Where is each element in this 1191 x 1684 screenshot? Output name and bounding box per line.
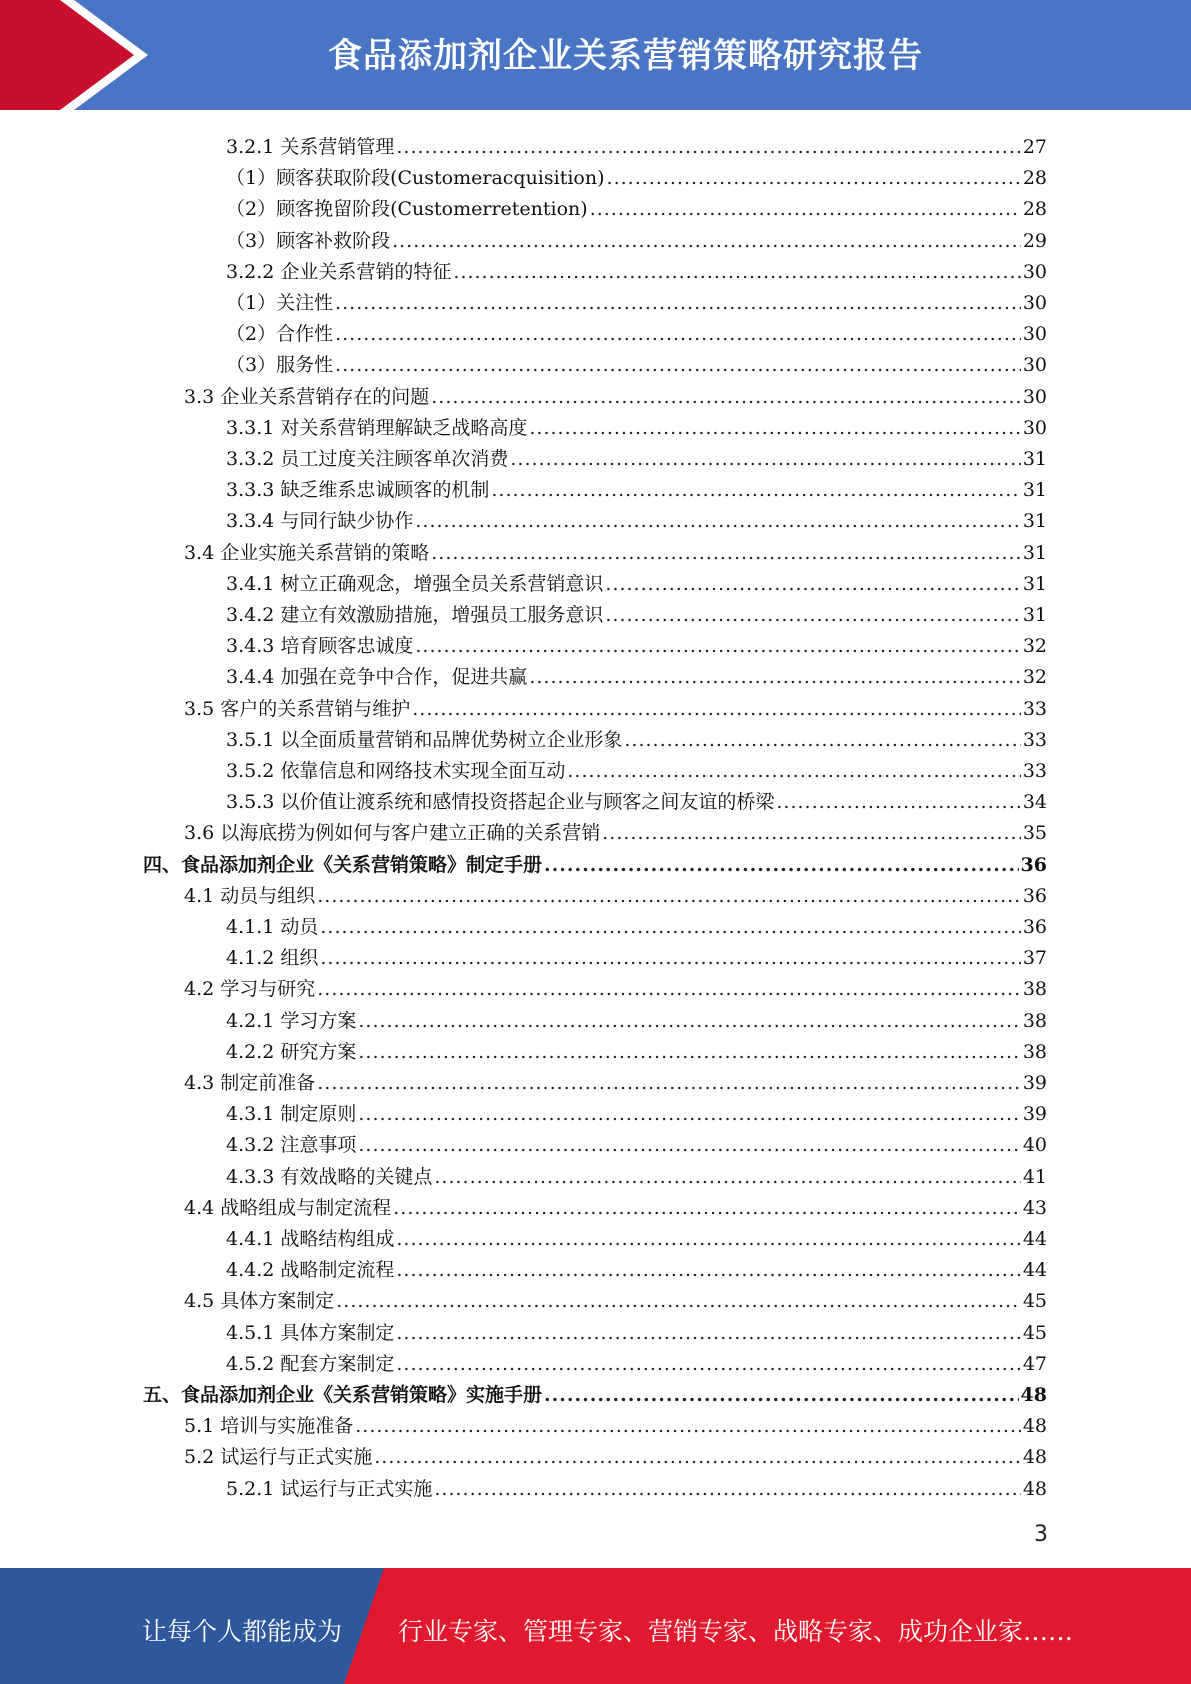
toc-entry[interactable] [226, 128, 1047, 159]
toc-entry-title: （3）服务性 [226, 354, 334, 377]
toc-entry-title: 3.6 以海底捞为例如何与客户建立正确的关系营销 [184, 822, 601, 845]
toc-entry[interactable] [184, 970, 1047, 1001]
toc-entry-title: 3.2.1 关系营销管理 [226, 136, 395, 158]
toc-entry[interactable] [226, 1470, 1047, 1501]
toc-entry-page: 38 [1022, 978, 1047, 1001]
toc-entry[interactable] [184, 1189, 1047, 1220]
toc-entry-title: 3.4 企业实施关系营销的策略 [184, 541, 430, 564]
toc-dot-leader [776, 790, 1020, 814]
toc-entry[interactable] [184, 1282, 1047, 1313]
toc-dot-leader [374, 1445, 1021, 1469]
toc-entry[interactable] [226, 409, 1047, 440]
toc-dot-leader [396, 1352, 1020, 1376]
toc-entry[interactable] [226, 1002, 1047, 1033]
toc-entry-page: 31 [1022, 604, 1047, 626]
toc-dot-leader [510, 447, 1020, 471]
toc-entry-page: 48 [1020, 1384, 1047, 1406]
toc-entry-page: 36 [1022, 884, 1047, 907]
toc-entry-title: 3.4.1 树立正确观念，增强全员关系营销意识 [226, 572, 604, 595]
page-header [0, 0, 1191, 110]
toc-entry[interactable] [226, 284, 1047, 315]
toc-entry-title: （1）顾客获取阶段(Customeracquisition) [226, 167, 605, 190]
toc-entry[interactable] [226, 1158, 1047, 1189]
toc-entry-page: 31 [1022, 510, 1047, 533]
toc-dot-leader [434, 1477, 1020, 1501]
toc-entry-title: 4.1 动员与组织 [184, 884, 316, 907]
toc-entry-page: 30 [1022, 416, 1047, 439]
toc-entry-page: 48 [1022, 1477, 1047, 1500]
toc-entry[interactable] [226, 502, 1047, 533]
toc-entry-title: 4.1.2 组织 [226, 947, 319, 970]
toc-entry[interactable] [143, 1376, 1047, 1407]
toc-entry[interactable] [226, 222, 1047, 253]
toc-entry-page: 33 [1022, 760, 1047, 782]
toc-entry-title: 3.5.2 依靠信息和网络技术实现全面互动 [226, 760, 566, 782]
toc-entry-page: 32 [1022, 666, 1047, 689]
toc-dot-leader [336, 1289, 1021, 1313]
toc-entry[interactable] [226, 1220, 1047, 1251]
toc-entry-page: 48 [1022, 1446, 1047, 1469]
toc-entry-title: （3）顾客补救阶段 [226, 229, 391, 252]
toc-entry-page: 28 [1022, 167, 1047, 190]
toc-entry-title: （1）关注性 [226, 292, 334, 314]
toc-entry[interactable] [226, 1345, 1047, 1376]
toc-entry-page: 33 [1022, 697, 1047, 720]
toc-dot-leader [396, 135, 1020, 159]
toc-entry-title: 3.5 客户的关系营销与维护 [184, 697, 411, 720]
toc-entry[interactable] [226, 565, 1047, 596]
toc-entry-page: 45 [1022, 1321, 1047, 1344]
toc-entry-page: 27 [1022, 136, 1047, 158]
toc-entry-page: 37 [1022, 947, 1047, 970]
toc-entry-page: 38 [1022, 1009, 1047, 1032]
toc-entry-page: 39 [1022, 1103, 1047, 1126]
toc-entry-title: 3.2.2 企业关系营销的特征 [226, 260, 452, 283]
toc-entry[interactable] [184, 814, 1047, 845]
toc-entry-title: 3.4.2 建立有效激励措施，增强员工服务意识 [226, 604, 604, 626]
toc-entry-page: 31 [1022, 448, 1047, 470]
toc-entry[interactable] [184, 1064, 1047, 1095]
toc-dot-leader [491, 478, 1020, 502]
toc-dot-leader [358, 1040, 1020, 1064]
toc-entry-title: 4.4.1 战略结构组成 [226, 1228, 395, 1250]
toc-entry[interactable] [226, 908, 1047, 939]
toc-entry-title: （2）顾客挽留阶段(Customerretention) [226, 198, 588, 221]
toc-entry-title: 3.4.3 培育顾客忠诚度 [226, 635, 414, 658]
page-number: 3 [1034, 1522, 1048, 1547]
toc-entry[interactable] [184, 1407, 1047, 1438]
toc-dot-leader [624, 728, 1020, 752]
toc-entry[interactable] [184, 690, 1047, 721]
toc-entry-title: 4.2.2 研究方案 [226, 1040, 357, 1063]
toc-entry-page: 48 [1022, 1415, 1047, 1438]
toc-entry-title: 5.2 试运行与正式实施 [184, 1446, 373, 1469]
toc-entry-page: 31 [1022, 479, 1047, 502]
toc-entry-title: 3.5.1 以全面质量营销和品牌优势树立企业形象 [226, 728, 623, 751]
toc-dot-leader [358, 1133, 1020, 1157]
toc-entry-title: 四、食品添加剂企业《关系营销策略》制定手册 [143, 853, 543, 876]
toc-dot-leader [544, 1383, 1019, 1407]
toc-entry-title: 4.5.1 具体方案制定 [226, 1321, 395, 1344]
toc-dot-leader [392, 229, 1021, 253]
toc-dot-leader [605, 572, 1020, 596]
toc-dot-leader [317, 884, 1021, 908]
toc-dot-leader [396, 1321, 1020, 1345]
toc-dot-leader [605, 603, 1020, 627]
toc-entry[interactable] [226, 471, 1047, 502]
toc-entry-page: 30 [1022, 292, 1047, 314]
toc-entry-title: 3.4.4 加强在竞争中合作，促进共赢 [226, 666, 528, 689]
toc-entry-title: 4.3 制定前准备 [184, 1072, 316, 1094]
toc-entry-title: 4.3.2 注意事项 [226, 1134, 357, 1157]
toc-dot-leader [607, 166, 1021, 190]
page-footer [0, 1568, 1191, 1684]
toc-entry-page: 36 [1020, 853, 1047, 876]
toc-entry-title: 4.2.1 学习方案 [226, 1009, 357, 1032]
toc-entry-page: 33 [1022, 728, 1047, 751]
toc-entry-page: 40 [1022, 1134, 1047, 1157]
toc-dot-leader [415, 509, 1020, 533]
toc-entry-page: 30 [1022, 323, 1047, 346]
toc-entry-title: 4.2 学习与研究 [184, 978, 316, 1001]
toc-entry[interactable] [184, 877, 1047, 908]
toc-entry[interactable] [226, 1033, 1047, 1064]
toc-dot-leader [320, 946, 1020, 970]
toc-dot-leader [320, 915, 1020, 939]
toc-entry[interactable] [226, 783, 1047, 814]
toc-entry-page: 41 [1022, 1165, 1047, 1188]
toc-entry-page: 45 [1022, 1290, 1047, 1313]
toc-entry-title: 4.1.1 动员 [226, 916, 319, 938]
toc-dot-leader [412, 697, 1021, 721]
toc-dot-leader [396, 1227, 1020, 1251]
toc-entry[interactable] [226, 315, 1047, 346]
toc-entry[interactable] [226, 721, 1047, 752]
toc-entry-title: 3.3.2 员工过度关注顾客单次消费 [226, 448, 509, 470]
toc-dot-leader [431, 385, 1021, 409]
toc-entry-page: 47 [1022, 1352, 1047, 1375]
toc-dot-leader [431, 541, 1021, 565]
toc-dot-leader [317, 1071, 1021, 1095]
toc-dot-leader [544, 853, 1019, 877]
toc-dot-leader [393, 1196, 1021, 1220]
toc-dot-leader [415, 634, 1020, 658]
toc-entry-title: 4.3.3 有效战略的关键点 [226, 1165, 433, 1188]
toc-entry-page: 30 [1022, 354, 1047, 377]
toc-dot-leader [396, 1258, 1020, 1282]
toc-entry[interactable] [184, 1438, 1047, 1469]
toc-dot-leader [529, 665, 1020, 689]
toc-entry[interactable] [226, 1095, 1047, 1126]
toc-entry-title: 4.4 战略组成与制定流程 [184, 1196, 392, 1219]
toc-entry-title: 3.3.1 对关系营销理解缺乏战略高度 [226, 416, 528, 439]
toc-dot-leader [335, 322, 1021, 346]
toc-entry[interactable] [226, 1126, 1047, 1157]
toc-entry-title: 4.4.2 战略制定流程 [226, 1259, 395, 1282]
toc-dot-leader [358, 1102, 1020, 1126]
toc-entry-page: 31 [1022, 541, 1047, 564]
footer-slogan-left: 让每个人都能成为 [142, 1617, 343, 1646]
toc-entry[interactable] [226, 190, 1047, 221]
toc-entry-page: 34 [1022, 791, 1047, 814]
toc-entry[interactable] [226, 1251, 1047, 1282]
toc-entry-title: 3.5.3 以价值让渡系统和感情投资搭起企业与顾客之间友谊的桥梁 [226, 791, 775, 814]
toc-entry-page: 38 [1022, 1040, 1047, 1063]
toc-entry[interactable] [184, 378, 1047, 409]
toc-dot-leader [335, 291, 1021, 315]
toc-entry-title: 五、食品添加剂企业《关系营销策略》实施手册 [143, 1384, 543, 1406]
toc-dot-leader [590, 197, 1021, 221]
toc-entry[interactable] [226, 658, 1047, 689]
toc-dot-leader [602, 821, 1021, 845]
toc-entry-page: 44 [1022, 1259, 1047, 1282]
toc-entry[interactable] [226, 346, 1047, 377]
toc-entry-title: 4.5.2 配套方案制定 [226, 1352, 395, 1375]
toc-dot-leader [317, 977, 1021, 1001]
toc-dot-leader [567, 759, 1020, 783]
toc-dot-leader [335, 353, 1021, 377]
toc-entry-page: 35 [1022, 822, 1047, 845]
toc-entry-title: 4.3.1 制定原则 [226, 1103, 357, 1126]
toc-dot-leader [355, 1414, 1021, 1438]
toc-entry[interactable] [226, 440, 1047, 471]
toc-dot-leader [529, 416, 1020, 440]
toc-entry-page: 30 [1022, 260, 1047, 283]
toc-entry-page: 36 [1022, 916, 1047, 938]
report-title: 食品添加剂企业关系营销策略研究报告 [328, 36, 923, 76]
toc-entry[interactable] [184, 534, 1047, 565]
toc-entry-page: 29 [1022, 229, 1047, 252]
toc-entry-title: 4.5 具体方案制定 [184, 1290, 335, 1313]
toc-entry-page: 31 [1022, 572, 1047, 595]
toc-dot-leader [434, 1165, 1020, 1189]
toc-entry-title: （2）合作性 [226, 323, 334, 346]
toc-entry[interactable] [143, 846, 1047, 877]
toc-entry-page: 32 [1022, 635, 1047, 658]
toc-entry[interactable] [226, 253, 1047, 284]
toc-entry[interactable] [226, 159, 1047, 190]
toc-entry-page: 39 [1022, 1072, 1047, 1094]
toc-entry[interactable] [226, 596, 1047, 627]
toc-entry[interactable] [226, 752, 1047, 783]
toc-entry-page: 43 [1022, 1196, 1047, 1219]
footer-slogan-right: 行业专家、管理专家、营销专家、战略专家、成功企业家…… [398, 1617, 1074, 1646]
toc-entry-title: 3.3.4 与同行缺少协作 [226, 510, 414, 533]
toc-entry[interactable] [226, 627, 1047, 658]
toc-entry-title: 5.1 培训与实施准备 [184, 1415, 354, 1438]
toc-entry[interactable] [226, 939, 1047, 970]
toc-entry-page: 28 [1022, 198, 1047, 221]
toc-entry-page: 30 [1022, 385, 1047, 408]
toc-entry-title: 5.2.1 试运行与正式实施 [226, 1477, 433, 1500]
toc-dot-leader [453, 260, 1020, 284]
toc-entry-title: 3.3.3 缺乏维系忠诚顾客的机制 [226, 479, 490, 502]
toc-entry-title: 3.3 企业关系营销存在的问题 [184, 385, 430, 408]
toc-dot-leader [358, 1009, 1020, 1033]
toc-entry-page: 44 [1022, 1228, 1047, 1250]
toc-entry[interactable] [226, 1314, 1047, 1345]
